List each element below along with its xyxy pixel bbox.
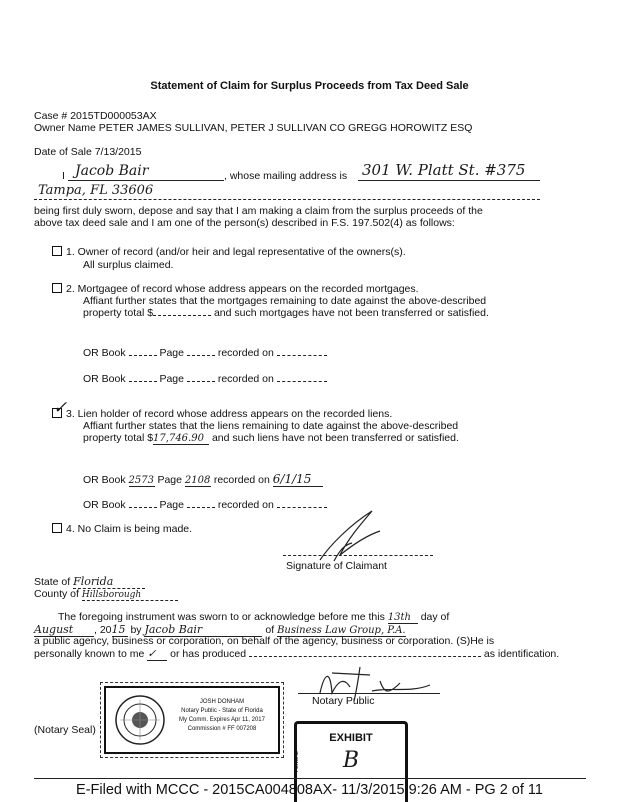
notary-year: 15	[111, 623, 126, 636]
claimant-signature	[300, 505, 410, 567]
stamp-line3: My Comm. Expires Apr 11, 2017	[179, 717, 265, 723]
oath-line1: being first duly sworn, depose and say that I am making a claim from the surplus proceeds of the	[34, 205, 483, 217]
option-2-line3-end: and such mortgages have not been transferred or satisfied.	[213, 307, 489, 319]
notary-of-name: Business Law Group, P.A.	[277, 625, 406, 636]
known-mark: ✓	[147, 647, 167, 661]
option-2-line2: Affiant further states that the mortgages remaining to date against the above-described	[83, 295, 487, 307]
owner-name-row	[34, 122, 472, 134]
produced-label: or has produced	[170, 648, 247, 660]
notary-line1-start: The foregoing instrument was sworn to or acknowledge before me this	[58, 611, 385, 623]
notary-by-label: by	[130, 624, 142, 636]
option-2-total-label: property total $	[83, 307, 154, 319]
option-3-line3-end: and such liens have not been transferred or satisfied.	[211, 432, 459, 444]
page-value: 2108	[184, 475, 211, 486]
option-3-total-label: property total $	[83, 432, 154, 444]
footer-efiled: E-Filed with MCCC - 2015CA004808AX- 11/3/2015 9:26 AM - PG 2 of 11	[76, 782, 543, 798]
footer-rule	[34, 778, 586, 779]
owner-name: PETER JAMES SULLIVAN, PETER J SULLIVAN CO GREGG HOROWITZ ESQ	[98, 122, 473, 134]
option-2-label: 2. Mortgagee of record whose address appears on the recorded mortgages.	[66, 283, 419, 295]
option-3	[52, 408, 392, 420]
county-value: Hillsborough	[82, 590, 178, 601]
case-label: Case #	[34, 110, 68, 122]
address-line1-rule	[358, 180, 540, 181]
page-label: Page	[159, 347, 184, 359]
notary-seal-label: (Notary Seal)	[34, 724, 96, 736]
recorded-on-value: 6/1/15	[273, 472, 323, 487]
notary-day: 13th	[388, 612, 418, 624]
option-1-checkbox[interactable]	[52, 246, 62, 256]
option-1-sub: All surplus claimed.	[83, 259, 174, 271]
affiant-name: Jacob Bair	[75, 163, 149, 179]
case-number-row	[34, 110, 157, 122]
stamp-line2: Notary Public - State of Florida	[181, 708, 263, 714]
notary-year-prefix: , 20	[94, 624, 112, 636]
page-label: Page	[159, 499, 184, 511]
address-line2: Tampa, FL 33606	[38, 183, 154, 198]
option-1-label: 1. Owner of record (and/or heir and legal representative of the owners(s).	[66, 246, 406, 258]
option-3-amount: 17,746.90	[153, 433, 209, 445]
or-book-label: OR Book	[83, 499, 126, 511]
address-line1: 301 W. Platt St. #375	[362, 161, 526, 179]
option-2-book-row-2	[83, 373, 327, 385]
option-4-label: 4. No Claim is being made.	[66, 523, 193, 535]
option-1	[52, 246, 406, 258]
or-book-label: OR Book	[83, 474, 126, 486]
option-4-checkbox[interactable]	[52, 523, 62, 533]
state-row	[34, 575, 145, 589]
mailing-label: , whose mailing address is	[224, 170, 348, 182]
option-3-label: 3. Lien holder of record whose address appears on the recorded liens.	[66, 408, 393, 420]
notary-stamp	[104, 686, 280, 754]
option-2	[52, 283, 419, 295]
notary-by-name: Jacob Bair	[144, 623, 262, 637]
exhibit-letter: B	[342, 748, 360, 773]
recorded-on-label: recorded on	[217, 499, 274, 511]
option-2-checkbox[interactable]	[52, 283, 62, 293]
address-line2-rule	[34, 199, 540, 200]
signature-label: Signature of Claimant	[286, 560, 387, 572]
affiant-prefix: I	[62, 170, 65, 182]
or-book-label: OR Book	[83, 347, 126, 359]
page-label: Page	[157, 474, 182, 486]
identification-label: as identification.	[483, 648, 560, 660]
recorded-on-label: recorded on	[217, 347, 274, 359]
known-label: personally known to me	[34, 648, 145, 660]
option-2-book-row-1	[83, 347, 327, 359]
owner-label: Owner Name	[34, 122, 96, 134]
or-book-label: OR Book	[83, 373, 126, 385]
stamp-line4: Commission # FF 007208	[187, 726, 257, 732]
florida-seal-icon	[114, 694, 166, 746]
notary-public-label: Notary Public	[312, 695, 375, 707]
option-3-line3	[83, 432, 459, 445]
stamp-name: JOSH DONHAM	[199, 699, 245, 705]
exhibit-brand: PENGAD	[294, 750, 300, 772]
option-2-line3	[83, 307, 489, 319]
option-4	[52, 523, 192, 535]
notary-line1-end: day of	[420, 611, 450, 623]
affiant-name-line	[68, 180, 224, 181]
sale-date-row	[34, 146, 141, 158]
sale-date-label: Date of Sale	[34, 146, 92, 158]
case-number: 2015TD000053AX	[70, 110, 157, 122]
sale-date: 7/13/2015	[94, 146, 142, 158]
option-3-book-row-2	[83, 499, 327, 511]
option-3-book-row-1	[83, 472, 323, 487]
notary-line3: a public agency, business or corporation, on behalf of the agency, business or corporation. (S)He is	[34, 635, 495, 647]
state-label: State of	[34, 576, 71, 588]
county-label: County of	[34, 588, 79, 600]
recorded-on-label: recorded on	[213, 474, 270, 486]
signature-line	[283, 555, 433, 556]
notary-month: August	[34, 623, 94, 637]
county-row	[34, 588, 178, 601]
notary-line4	[34, 647, 559, 661]
exhibit-label: EXHIBIT	[329, 732, 373, 744]
state-value: Florida	[73, 575, 145, 589]
notary-signature-line	[298, 693, 440, 694]
document-title: Statement of Claim for Surplus Proceeds from Tax Deed Sale	[150, 80, 469, 92]
page-label: Page	[159, 373, 184, 385]
notary-of-label: of	[265, 624, 275, 636]
or-book-value: 2573	[128, 475, 154, 486]
oath-line2: above tax deed sale and I am one of the person(s) described in F.S. 197.502(4) as follows:	[34, 217, 455, 229]
option-3-line2: Affiant further states that the liens remaining to date against the above-described	[83, 420, 459, 432]
recorded-on-label: recorded on	[217, 373, 274, 385]
option-3-check-mark: ✓	[53, 398, 68, 418]
